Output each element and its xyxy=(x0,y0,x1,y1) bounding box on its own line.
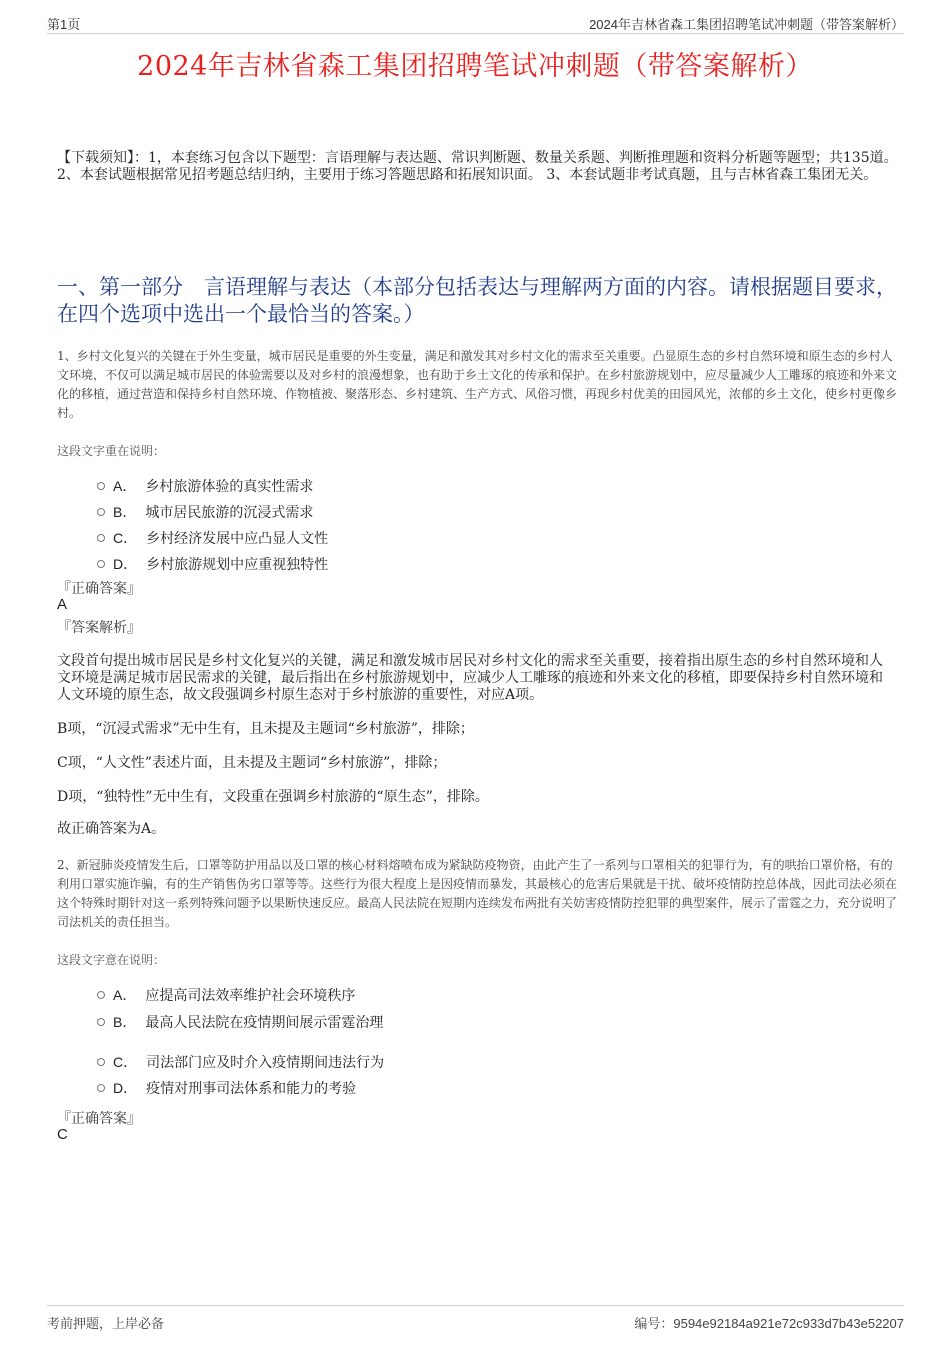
option-letter: A． xyxy=(113,987,137,1003)
q1-answer-tag: 『正确答案』 xyxy=(57,581,141,597)
q1-analysis-paragraph: B项，“沉浸式需求”无中生有，且未提及主题词“乡村旅游”，排除； xyxy=(57,721,474,737)
q2-option-d[interactable] xyxy=(97,1079,356,1097)
option-letter: C． xyxy=(113,1054,138,1070)
q2-answer-tag: 『正确答案』 xyxy=(57,1111,141,1127)
option-letter: A． xyxy=(113,478,137,494)
q1-analysis-paragraph: 故正确答案为A。 xyxy=(57,821,166,837)
question-2-prompt: 这段文字意在说明： xyxy=(57,953,166,967)
q1-option-d[interactable] xyxy=(97,555,328,573)
option-text: 乡村旅游规划中应重视独特性 xyxy=(146,557,329,573)
option-text: 最高人民法院在疫情期间展示雷霆治理 xyxy=(145,1015,384,1031)
option-text: 乡村经济发展中应凸显人文性 xyxy=(146,531,329,547)
q1-option-b[interactable] xyxy=(97,503,313,521)
question-2-text: 2、新冠肺炎疫情发生后，口罩等防护用品以及口罩的核心材料熔喷布成为紧缺防疫物资，由此产生了一系列与口罩相关的犯罪行为，有的哄抬口罩价格，有的利用口罩实施诈骗，有的生产销售伪劣口罩等等。这些行为很大程度上是因疫情而暴发，其最核心的危害后果就是干扰、破坏疫情防控总体战，因此司法必须在这个特殊时期针对这一系列特殊问题予以果断快速反应。最高人民法院在短期内连续发布两批有关妨害疫情防控犯罪的典型案件，展示了雷霆之力，充分说明了司法机关的责任担当。 xyxy=(57,858,898,929)
page-number: 第1页 xyxy=(47,17,81,32)
option-text: 应提高司法效率维护社会环境秩序 xyxy=(145,988,356,1004)
q2-option-b[interactable] xyxy=(97,1013,383,1031)
section-heading: 一、第一部分 言语理解与表达（本部分包括表达与理解两方面的内容。请根据题目要求，在四个选项中选出一个最恰当的答案。） xyxy=(57,275,897,326)
option-letter: C． xyxy=(113,530,138,546)
q2-option-c[interactable] xyxy=(97,1053,384,1071)
radio-icon[interactable] xyxy=(97,1058,105,1066)
radio-icon[interactable] xyxy=(97,508,105,516)
q1-analysis-paragraph: D项，“独特性”无中生有，文段重在强调乡村旅游的“原生态”，排除。 xyxy=(57,789,489,805)
option-text: 司法部门应及时介入疫情期间违法行为 xyxy=(146,1055,385,1071)
header-divider xyxy=(47,33,904,34)
option-letter: B． xyxy=(113,1014,137,1030)
radio-icon[interactable] xyxy=(97,560,105,568)
radio-icon[interactable] xyxy=(97,482,105,490)
option-letter: D． xyxy=(113,1080,138,1096)
question-1-text: 1、乡村文化复兴的关键在于外生变量，城市居民是重要的外生变量，满足和激发其对乡村文化的需求至关重要。凸显原生态的乡村自然环境和原生态的乡村人文环境，不仅可以满足城市居民的体验需要以及对乡村的浪漫想象，也有助于乡土文化的传承和保护。在乡村旅游规划中，应尽量减少人工雕琢的痕迹和外来文化的移植，通过营造和保持乡村自然环境、作物植被、聚落形态、乡村建筑、生产方式、风俗习惯，再现乡村优美的田园风光，浓郁的乡土文化，使乡村更像乡村。 xyxy=(57,349,898,420)
code-value: 9594e92184a921e72c933d7b43e52207 xyxy=(673,1316,904,1331)
q1-option-a[interactable] xyxy=(97,477,313,495)
q1-answer: A xyxy=(57,596,68,613)
option-text: 疫情对刑事司法体系和能力的考验 xyxy=(146,1081,357,1097)
question-1-prompt: 这段文字重在说明： xyxy=(57,444,166,458)
q1-analysis-paragraph: C项，“人文性”表述片面，且未提及主题词“乡村旅游”，排除； xyxy=(57,755,447,771)
option-text: 乡村旅游体验的真实性需求 xyxy=(145,479,314,495)
option-letter: D． xyxy=(113,556,138,572)
q1-option-c[interactable] xyxy=(97,529,328,547)
q2-answer: C xyxy=(57,1126,68,1143)
radio-icon[interactable] xyxy=(97,991,105,999)
option-text: 城市居民旅游的沉浸式需求 xyxy=(145,505,314,521)
radio-icon[interactable] xyxy=(97,534,105,542)
footer-divider xyxy=(47,1305,904,1306)
code-label: 编号： xyxy=(634,1317,674,1332)
radio-icon[interactable] xyxy=(97,1018,105,1026)
document-code xyxy=(634,1313,904,1332)
header-doc-title: 2024年吉林省森工集团招聘笔试冲刺题（带答案解析） xyxy=(589,17,904,32)
document-title: 2024年吉林省森工集团招聘笔试冲刺题（带答案解析） xyxy=(137,51,813,82)
option-letter: B． xyxy=(113,504,137,520)
download-notice: 【下载须知】：1，本套练习包含以下题型：言语理解与表达题、常识判断题、数量关系题、判断推理题和资料分析题等题型；共135道。 2、本套试题根据常见招考题总结归纳，主要用于练习答题思路和拓展知识面。 3、本套试题非考试真题，且与吉林省森工集团无关。 xyxy=(57,150,898,183)
q1-analysis-tag: 『答案解析』 xyxy=(57,620,141,636)
radio-icon[interactable] xyxy=(97,1084,105,1092)
footer-slogan: 考前押题，上岸必备 xyxy=(47,1317,165,1332)
q2-option-a[interactable] xyxy=(97,986,355,1004)
q1-analysis-paragraph: 文段首句提出城市居民是乡村文化复兴的关键，满足和激发城市居民对乡村文化的需求至关重要，接着指出原生态的乡村自然环境和人文环境是满足城市居民需求的关键，最后指出在乡村旅游规划中，应减少人工雕琢的痕迹和外来文化的移植，即要保持乡村自然环境和人文环境的原生态，故文段强调乡村原生态对于乡村旅游的重要性，对应A项。 xyxy=(57,653,883,703)
